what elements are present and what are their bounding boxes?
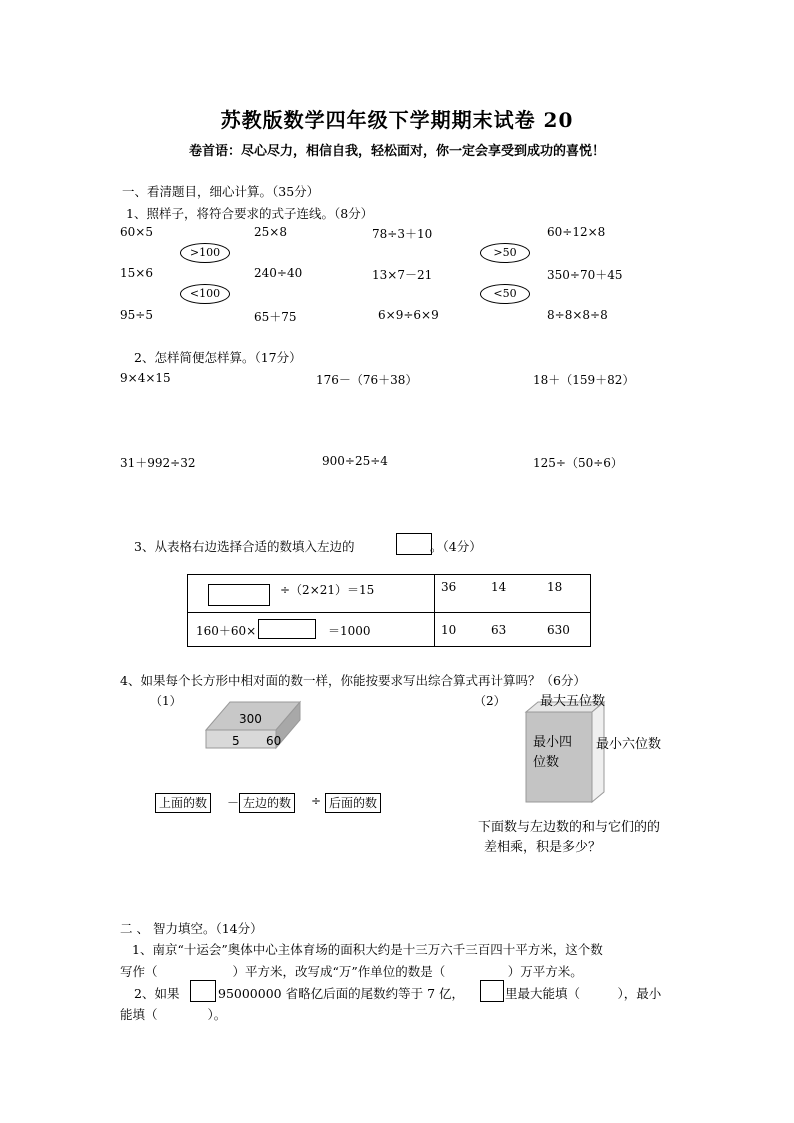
q2-expr: 900÷25÷4 (322, 454, 388, 468)
q1-label: 1、照样子，将符合要求的式子连线。（8分） (126, 206, 374, 221)
motto: 卷首语：尽心尽力，相信自我，轻松面对，你一定会享受到成功的喜悦！ (188, 144, 605, 159)
q1-expr: 60÷12×8 (547, 225, 606, 239)
q2-expr: 176－（76＋38） (316, 373, 418, 387)
box-left-number: 5 (232, 734, 240, 748)
oval-greater-100: >100 (180, 243, 230, 263)
answer-box-sample (396, 533, 432, 555)
table-cell-numbers (435, 575, 591, 613)
part2-q1-line1: 1、南京“十运会”奥体中心主体育场的面积大约是十三万六千三百四十平方米，这个数 (132, 942, 603, 957)
q4-question-line2: 差相乘，积是多少？ (484, 840, 602, 855)
q1-expr: 240÷40 (254, 266, 303, 280)
box-top-number: 300 (239, 712, 262, 726)
oval-less-100: <100 (180, 284, 230, 304)
table-cell-numbers (435, 613, 591, 647)
q2-expr: 9×4×15 (120, 371, 171, 385)
q1-expr: 95÷5 (120, 308, 153, 322)
choice-table (187, 574, 591, 647)
page-title: 苏教版数学四年级下学期期末试卷 20 (220, 108, 574, 132)
q4-part1-label: （1） (150, 694, 182, 708)
part2-q2-text-c: 里最大能填（ ），最小 (505, 986, 662, 1001)
number-option: 10 (441, 623, 457, 637)
q1-expr: 8÷8×8÷8 (547, 308, 608, 322)
q4-part2-label: （2） (474, 694, 506, 708)
table-cell-eq1 (188, 575, 435, 613)
number-option: 63 (491, 623, 507, 637)
part2-q2-line2: 能填（ ）。 (120, 1007, 227, 1022)
part2-q2-text-a: 2、如果 (134, 986, 180, 1001)
q1-expr: 60×5 (120, 225, 153, 239)
q2-expr: 18＋（159＋82） (533, 373, 635, 387)
q1-expr: 15×6 (120, 266, 153, 280)
flat-box-figure (204, 700, 304, 752)
oval-less-50: <50 (480, 284, 530, 304)
q3-label: 3、从表格右边选择合适的数填入左边的 (134, 539, 355, 554)
divide-sign: ÷ (311, 794, 322, 808)
q1-expr: 350÷70＋45 (547, 268, 623, 282)
part2-q2-text-b: 95000000 省略亿后面的尾数约等于 7 亿， (218, 986, 464, 1001)
tall-top-label: 最大五位数 (540, 694, 606, 709)
eq2-text-a: 160＋60× (196, 624, 257, 638)
oval-greater-50: >50 (480, 243, 530, 263)
q4-question-line1: 下面数与左边数的和与它们的的 (478, 820, 661, 835)
eq2-text-b: ＝1000 (328, 624, 371, 638)
eq1-text: ÷（2×21）＝15 (280, 583, 375, 597)
digit-box[interactable] (190, 980, 216, 1002)
number-option: 14 (491, 580, 507, 594)
minus-sign: － (227, 796, 240, 810)
table-cell-eq2 (188, 613, 435, 647)
q2-expr: 125÷（50÷6） (533, 456, 623, 470)
q1-expr: 25×8 (254, 225, 287, 239)
tall-front-label: 最小四位数 (533, 735, 573, 770)
q2-expr: 31＋992÷32 (120, 456, 196, 470)
answer-box[interactable] (258, 619, 316, 639)
formula-box-top: 上面的数 (155, 793, 211, 813)
digit-box-ref (480, 980, 504, 1002)
part2-heading: 二 、 智力填空。（14分） (120, 921, 263, 936)
part2-q1-line2: 写作（ ）平方米，改写成“万”作单位的数是（ ）万平方米。 (120, 964, 583, 979)
number-option: 630 (547, 623, 570, 637)
q2-label: 2、怎样简便怎样算。（17分） (134, 350, 302, 365)
q1-expr: 65＋75 (254, 310, 297, 324)
q4-label: 4、如果每个长方形中相对面的数一样，你能按要求写出综合算式再计算吗？（6分） (120, 673, 586, 688)
number-option: 18 (547, 580, 563, 594)
box-right-number: 60 (266, 734, 282, 748)
q3-label-end: 。（4分） (430, 539, 482, 554)
q1-expr: 78÷3＋10 (372, 227, 433, 241)
formula-box-back: 后面的数 (325, 793, 381, 813)
number-option: 36 (441, 580, 457, 594)
q1-expr: 13×7－21 (372, 268, 433, 282)
tall-side-label: 最小六位数 (596, 737, 662, 752)
answer-box[interactable] (208, 584, 270, 606)
formula-box-left: 左边的数 (239, 793, 295, 813)
q1-expr: 6×9÷6×9 (378, 308, 439, 322)
part1-heading: 一、看清题目，细心计算。（35分） (122, 184, 320, 199)
